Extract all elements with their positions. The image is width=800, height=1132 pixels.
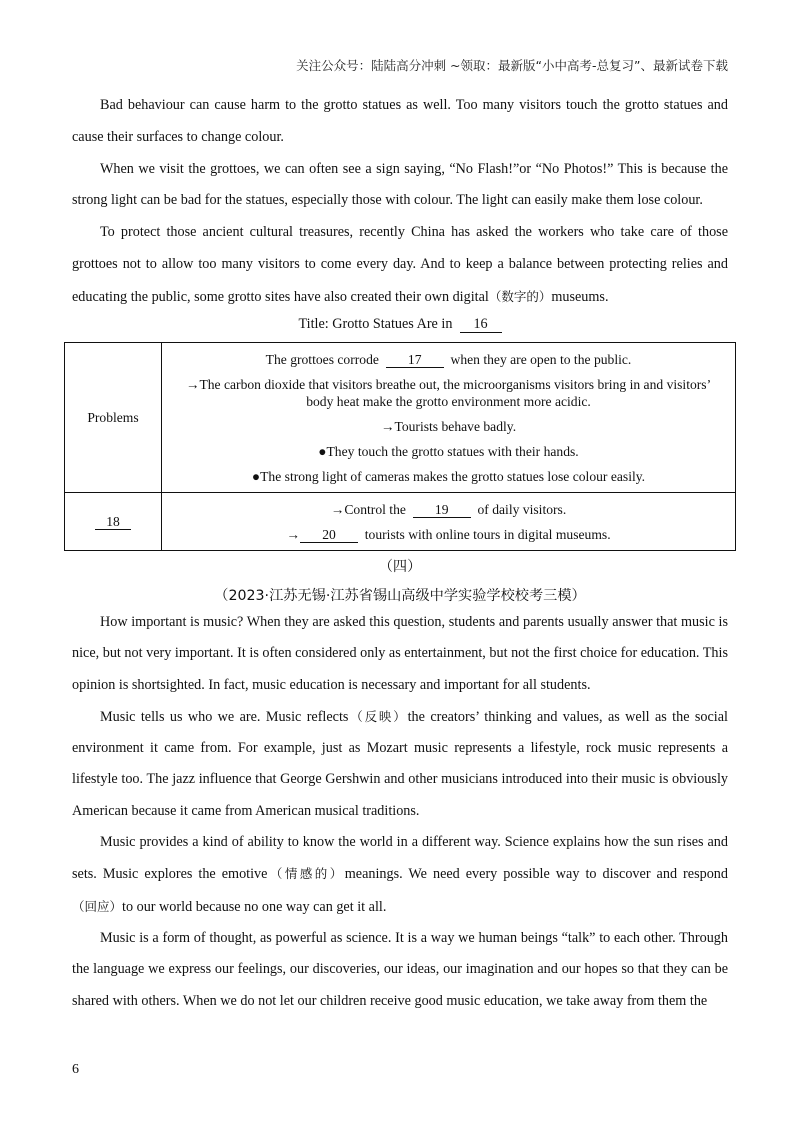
table-row	[65, 493, 736, 551]
section-number: （四）	[378, 559, 422, 575]
problems-content: The grottoes corrode 17 when they are open to the public. →The carbon dioxide that visitors breathe out, the microorganisms visitors bring in and visitors’ body heat make the grotto environment more acidic. →Tourists behave badly. ●They touch the grotto statues with their hands. ●The strong light of cameras makes the grotto statues lose colour easily.	[162, 343, 736, 493]
solutions-content: →Control the 19 of daily visitors. → 20 tourists with online tours in digital museums.	[162, 493, 736, 551]
answer-blank-17[interactable]: 17	[386, 352, 444, 368]
problems-label: Problems	[65, 343, 162, 493]
page-number: 6	[72, 1062, 79, 1077]
passage-top	[72, 90, 728, 314]
paragraph: When we visit the grottoes, we can often see a sign saying, “No Flash!”or “No Photos!” This is because the strong light can be bad for the statues, especially those with colour. The light can easily make them lose colour.	[72, 160, 728, 209]
paragraph: Music provides a kind of ability to know the world in a different way. Science explains how the sun rises and sets. Music explores the emotive（情感的）meanings. We need every possible way to discover and respond（回应）to our world because no one way can get it all.	[72, 834, 728, 915]
paragraph: Music is a form of thought, as powerful as science. It is a way we human beings “talk” to each other. Through the language we express our feelings, our discoveries, our ideas, our imagination and our hopes so that they can be shared with others. When we do not let our children receive good music education, we take away from them the	[72, 929, 728, 1009]
paragraph: To protect those ancient cultural treasures, recently China has asked the workers who take care of those grottoes not to allow too many visitors to come every day. And to keep a balance between protecting relies and educating the public, some grotto sites have also created their own digital（数字的）museums.	[72, 224, 728, 305]
answer-blank-18[interactable]: 18	[95, 514, 131, 530]
answer-blank-20[interactable]: 20	[300, 527, 358, 543]
paragraph: How important is music? When they are asked this question, students and parents usually answer that music is nice, but not very important. It is often considered only as entertainment, but not the first choice for education. This opinion is shortsighted. In fact, music education is necessary and important for all students.	[72, 614, 728, 693]
answer-blank-16[interactable]: 16	[460, 317, 502, 333]
paragraph: Music tells us who we are. Music reflects（反映）the creators’ thinking and values, as well as the social environment it came from. For example, just as Mozart music represents a lifestyle, rock music represents a lifestyle too. The jazz influence that George Gershwin and other musicians introduced into their music is obviously American because it came from American musical traditions.	[72, 708, 728, 819]
table-row	[65, 343, 736, 493]
page-header: 关注公众号：陆陆高分冲刺 ~领取：最新版“小中高考-总复习”、最新试卷下载	[296, 58, 728, 73]
answer-blank-19[interactable]: 19	[413, 502, 471, 518]
summary-table	[64, 342, 736, 551]
solutions-label	[65, 493, 162, 551]
table-title: Title: Grotto Statues Are in 16	[64, 316, 736, 333]
passage-bottom	[72, 607, 728, 1017]
section-source: （2023·江苏无锡·江苏省锡山高级中学实验学校校考三模）	[214, 588, 586, 604]
paragraph: Bad behaviour can cause harm to the grotto statues as well. Too many visitors touch the grotto statues and cause their surfaces to change colour.	[72, 97, 728, 145]
